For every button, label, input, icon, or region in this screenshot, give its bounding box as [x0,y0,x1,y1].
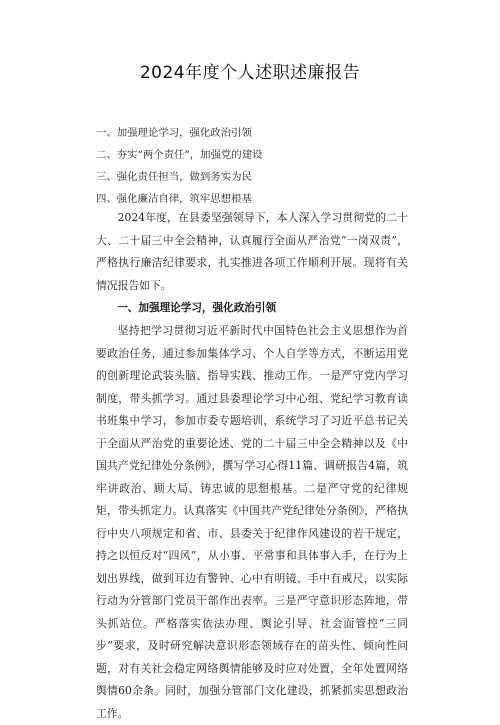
outline-item-2: 二、夯实“两个责任”，加强党的建设 [96,149,263,161]
document-title: 2024年度个人述职述廉报告 [139,63,361,83]
outline-list [96,122,426,210]
intro-paragraph: 2024年度，在县委坚强领导下，本人深入学习贯彻党的二十大、二十届三中全会精神，认真履行全面从严治党“一岗双责”，严格执行廉洁纪律要求，扎实推进各项工作顺利开展。现将有关情况报告如下。 [96,211,408,292]
report-body [96,207,408,725]
outline-item-1: 一、加强理论学习，强化政治引领 [96,127,252,139]
section-1-paragraph: 坚持把学习贯彻习近平新时代中国特色社会主义思想作为首要政治任务，通过参加集体学习、个人自学等方式，不断运用党的创新理论武装头脑、指导实践、推动工作。一是严守党内学习制度，带头抓学习。通过县委理论学习中心组、党纪学习教育读书班集中学习，参加市委专题培训，系统学习了习近平总书记关于全面从严治党的重要论述、党的二十届三中全会精神以及《中国共产党纪律处分条例》，撰写学习心得11篇、调研报告4篇，筑牢讲政治、顾大局、铸忠诚的思想根基。二是严守党的纪律规矩，带头抓定力。认真落实《中国共产党纪律处分条例》，严格执行中央八项规定和省、市、县委关于纪律作风建设的若干规定，持之以恒反对“四风”，从小事、平常事和具体事入手，在行为上划出界线，做到耳边有警钟、心中有明镜、手中有戒尺，以实际行动为分管部门党员干部作出表率。三是严守意识形态阵地，带头抓站位。严格落实依法办理、舆论引导、社会面管控“三同步”要求，及时研究解决意识形态领域存在的苗头性、倾向性问题，对有关社会稳定网络舆情能够及时应对处置，全年处置网络舆情60余条。同时，加强分管部门文化建设，抓紧抓实思想政治工作。 [96,324,408,720]
outline-item-4: 四、强化廉洁自律，筑牢思想根基 [96,193,252,205]
section-1-heading: 一、加强理论学习，强化政治引领 [117,302,277,314]
outline-item-3: 三、强化责任担当，做到务实为民 [96,171,252,183]
